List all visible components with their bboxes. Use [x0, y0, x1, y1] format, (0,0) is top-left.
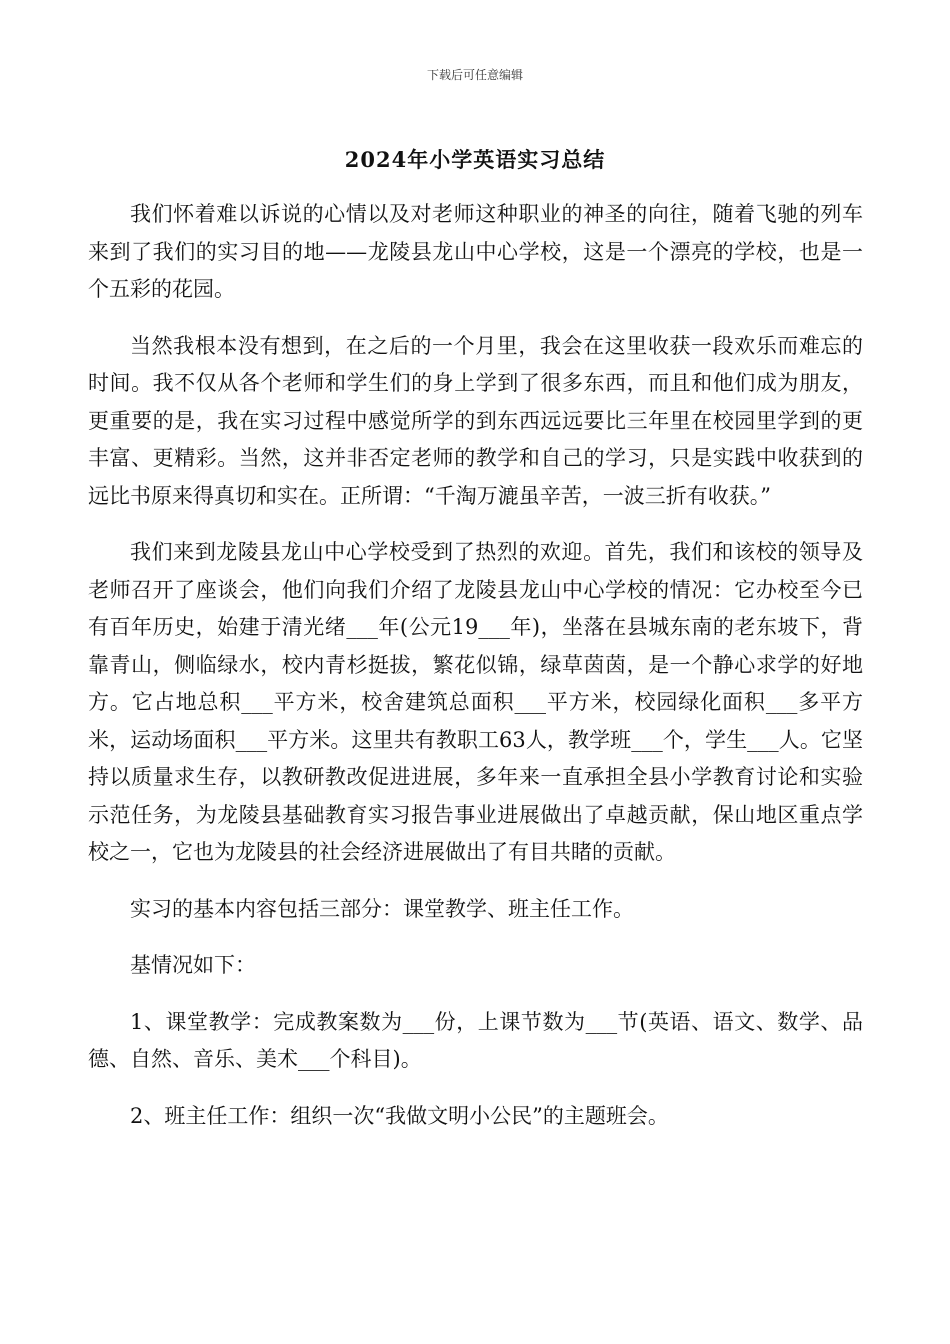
paragraph-content-summary: 实习的基本内容包括三部分：课堂教学、班主任工作。: [130, 896, 634, 921]
document-title: 2024年小学英语实习总结: [344, 147, 606, 172]
paragraph-class-teacher-work: 2、班主任工作：组织一次“我做文明小公民”的主题班会。: [130, 1103, 669, 1128]
paragraph-school-intro: 我们来到龙陵县龙山中心学校受到了热烈的欢迎。首先，我们和该校的领导及老师召开了座谈会，他们向我们介绍了龙陵县龙山中心学校的情况：它办校至今已有百年历史，始建于清光绪___年(公元19___年)，坐落在县城东南的老东坡下，背靠青山，侧临绿水，校内青杉挺拔，繁花似锦，绿草茵茵，是一个静心求学的好地方。它占地总积___平方米，校舍建筑总面积___平方米，校园绿化面积___多平方米，运动场面积___平方米。这里共有教职工63人，教学班___个，学生___人。它坚持以质量求生存，以教研教改促进进展，多年来一直承担全县小学教育讨论和实验示范任务，为龙陵县基础教育实习报告事业进展做出了卓越贡献，保山地区重点学校之一，它也为龙陵县的社会经济进展做出了有目共睹的贡献。: [88, 540, 863, 864]
page-header-note: 下载后可任意编辑: [426, 68, 523, 82]
document-body: [88, 196, 863, 1154]
paragraph-classroom-teaching: 1、课堂教学：完成教案数为___份，上课节数为___节(英语、语文、数学、品德、自然、音乐、美术___个科目)。: [88, 1009, 863, 1071]
paragraph-experience: 当然我根本没有想到，在之后的一个月里，我会在这里收获一段欢乐而难忘的时间。我不仅从各个老师和学生们的身上学到了很多东西，而且和他们成为朋友，更重要的是，我在实习过程中感觉所学的到东西远远要比三年里在校园里学到的更丰富、更精彩。当然，这并非否定老师的教学和自己的学习，只是实践中收获到的远比书原来得真切和实在。正所谓：“千淘万漉虽辛苦，一波三折有收获。”: [88, 333, 863, 508]
paragraph-situation-heading: 基情况如下：: [130, 953, 256, 977]
paragraph-arrival: 我们怀着难以诉说的心情以及对老师这种职业的神圣的向往，随着飞驰的列车来到了我们的实习目的地——龙陵县龙山中心学校，这是一个漂亮的学校，也是一个五彩的花园。: [88, 202, 863, 301]
